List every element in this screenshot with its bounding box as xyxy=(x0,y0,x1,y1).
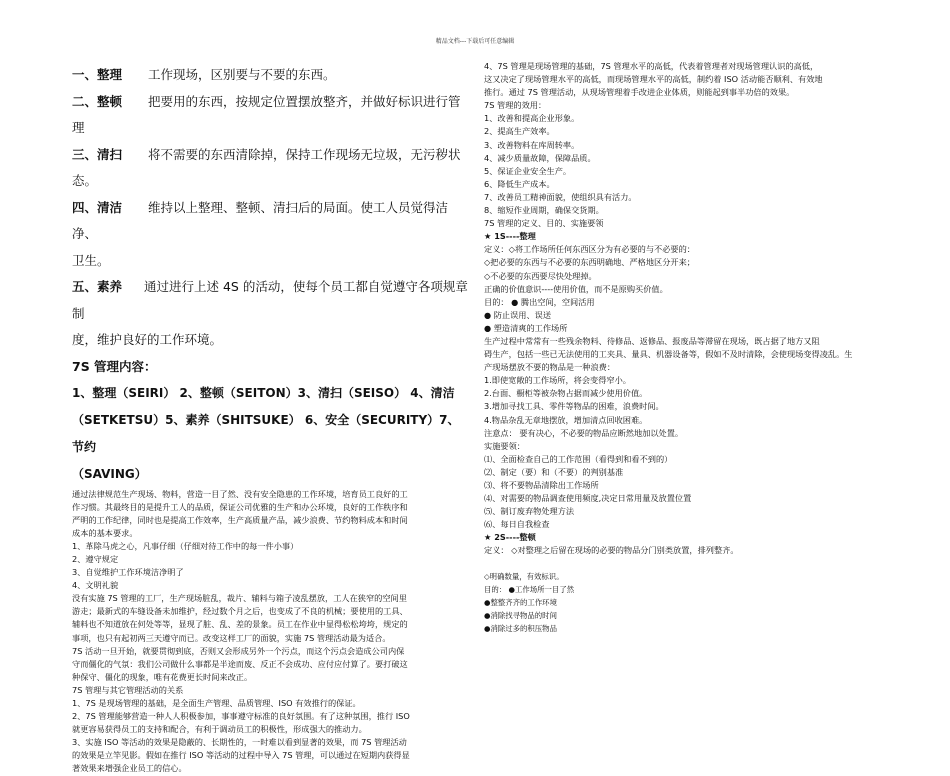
items-line: （SETKETSU）5、素养（SHITSUKE） 6、安全（SECURITY）7、节约 xyxy=(72,412,460,454)
intro-line: 推行。通过 7S 管理活动，从现场管理着手改进企业体质，则能起到事半功倍的效果。 xyxy=(484,87,795,98)
section-1s-title: ★ 1S----整理 xyxy=(484,231,536,242)
s1-list-line: ⑷、对需要的物品调查使用频度,决定日常用量及放置位置 xyxy=(484,493,692,504)
intro-line: 7S 管理的定义、目的、实施要领 xyxy=(484,218,604,229)
body-line: 事项，也只有起初两三天遵守而已。改变这样工厂的面貌，实施 7S 管理活动最为适合。 xyxy=(72,632,391,643)
s1-para-line: 生产过程中常常有一些残余物料、待修品、返修品、报废品等滞留在现场，既占据了地方又阻 xyxy=(484,335,820,346)
right-column xyxy=(484,60,884,636)
intro-line: 7、改善员工精神面貌，使组织具有活力。 xyxy=(484,191,637,202)
body-line: 种保守、僵化的现象，唯有花费更长时间来改正。 xyxy=(72,671,253,682)
intro-line: 1、改善和提高企业形象。 xyxy=(484,113,580,124)
intro-line: 5、保证企业安全生产。 xyxy=(484,165,572,176)
body-line: 2、7S 管理能够营造一种人人积极参加，事事遵守标准的良好氛围。有了这种氛围，推行 ISO xyxy=(72,711,410,722)
items-line: 1、整理（SEIRI） 2、整顿（SEITON）3、清扫（SEISO） 4、清洁 xyxy=(72,385,455,400)
s2-list-line: 目的： ●工作场所一目了然 xyxy=(484,584,575,594)
s2-list-line: ●消除过多的积压物品 xyxy=(484,624,557,634)
intro-line: 4、减少质量故障，保障品质。 xyxy=(484,152,596,163)
s1-list-line: 4.物品杂乱无章地摆放，增加清点回收困难。 xyxy=(484,414,648,425)
term-shitsuke: 五、素养 xyxy=(72,279,123,294)
desc-seiso: 将不需要的东西清除掉，保持工作现场无垃圾，无污秽状态。 xyxy=(72,146,461,188)
s2-definition: 定义： ◇对整理之后留在现场的必要的物品分门别类放置，排列整齐。 xyxy=(484,545,739,556)
s1-list-line: ⑶、将不要物品清除出工作场所 xyxy=(484,480,599,490)
body-line: 守而僵化的气氛：我们公司做什么事都是半途而废、反正不会成功、应付应付算了。要打破这 xyxy=(72,658,408,669)
items-line: （SAVING） xyxy=(72,466,147,481)
s1-list-line: ⑸、制订废弃物处理方法 xyxy=(484,506,575,517)
term-seiso: 三、清扫 xyxy=(72,146,123,162)
body-line: 1、革除马虎之心，凡事仔细（仔细对待工作中的每一件小事） xyxy=(72,540,299,551)
s1-line: 定义：◇将工作场所任何东西区分为有必要的与不必要的： xyxy=(484,244,695,255)
intro-line: 4、7S 管理是现场管理的基础，7S 管理水平的高低，代表着管理者对现场管理认识的高低， xyxy=(484,61,819,71)
s1-line: ● 防止误用、误送 xyxy=(484,309,552,320)
s2-list-line: ◇明确数量，有效标识。 xyxy=(484,571,564,581)
body-line: 作习惯。其最终目的是提升工人的品质，保证公司优雅的生产和办公环境，良好的工作秩序和 xyxy=(72,501,408,512)
body-line: 2、遵守规定 xyxy=(72,553,119,564)
intro-line: 2、提高生产效率。 xyxy=(484,126,555,137)
body-line: 严明的工作纪律，同时也是提高工作效率，生产高质量产品，减少浪费、节约物料成本和时间 xyxy=(72,514,408,525)
desc-seiketsu: 维持以上整理、整顿、清扫后的局面。使工人员觉得洁净、 xyxy=(72,199,449,241)
body-line: 著效果来增强企业员工的信心。 xyxy=(72,763,187,774)
body-line: 没有实施 7S 管理的工厂，生产现场脏乱，裁片、辅料与箱子凌乱摆放，工人在狭窄的空间里 xyxy=(72,593,407,604)
body-line: 3、实施 ISO 等活动的效果是隐蔽的、长期性的，一时难以看到显著的效果，而 7S 管理活动 xyxy=(72,737,407,748)
item-seiton xyxy=(72,89,470,142)
page-header: 精品文档---下载后可任意编辑 xyxy=(435,38,515,45)
s1-list-line: 1.即使宽敞的工作场所，将会变得窄小。 xyxy=(484,375,631,386)
body-line: 7S 管理与其它管理活动的关系 xyxy=(72,684,184,695)
body-line: 成本的基本要求。 xyxy=(72,527,138,538)
body-line: 辅料也不知道放在何处等等，显现了脏、乱、差的景象。员工在作业中显得松松垮垮，规定的 xyxy=(72,619,408,630)
body-line: 3、自觉维护工作环境洁净明了 xyxy=(72,567,184,578)
desc-seiri: 工作现场，区别要与不要的东西。 xyxy=(148,67,336,82)
term-seiton: 二、整顿 xyxy=(72,93,123,109)
spacer xyxy=(484,558,884,570)
left-body xyxy=(72,488,470,776)
intro-line: 8、缩短作业周期，确保交货期。 xyxy=(484,205,604,216)
item-shitsuke xyxy=(72,274,470,327)
s1-list-line: ⑴、全面检查自己的工作范围（看得到和看不到的） xyxy=(484,453,673,464)
body-line: 7S 活动一旦开始，就要贯彻到底，否则又会形成另外一个污点，而这个污点会造成公司内保 xyxy=(72,645,405,656)
desc-seiton: 把要用的东西，按规定位置摆放整齐，并做好标识进行管理 xyxy=(72,93,461,135)
content-title: 7S 管理内容： xyxy=(72,358,157,374)
s2-list-line: ●消除找寻物品的时间 xyxy=(484,611,557,621)
s1-list-line: 实施要领： xyxy=(484,440,525,451)
s1-line: ◇把必要的东西与不必要的东西明确地、严格地区分开来； xyxy=(484,257,695,268)
body-line: 通过法律规范生产现场、物料，营造一目了然、没有安全隐患的工作环境，培育员工良好的工 xyxy=(72,488,408,499)
s1-list-line: 3.增加寻找工具、零件等物品的困难，浪费时间。 xyxy=(484,401,664,412)
term-seiketsu: 四、清洁 xyxy=(72,199,123,215)
s1-list-line: ⑹、每日自我检查 xyxy=(484,519,550,530)
s2-list-line: ●整整齐齐的工作环境 xyxy=(484,597,557,607)
intro-line: 这又决定了现场管理水平的高低，而现场管理水平的高低，制约着 ISO 活动能否顺利、有效地 xyxy=(484,74,823,85)
left-column xyxy=(72,62,470,776)
s1-line: 目的： ● 腾出空间，空间活用 xyxy=(484,296,595,307)
item-seiso xyxy=(72,142,470,195)
body-line: 的效果是立竿见影。假如在推行 ISO 等活动的过程中导入 7S 管理，可以通过在短期内获得显 xyxy=(72,750,410,761)
s1-para-line: 碍生产，包括一些已无法使用的工夹具、量具、机器设备等，假如不及时清除，会使现场变得凌乱。生 xyxy=(484,349,853,360)
s1-list-line: ⑵、制定（要）和（不要）的判别基准 xyxy=(484,466,624,477)
intro-line: 3、改善物料在库周转率。 xyxy=(484,139,580,150)
s1-list-line: 2.台面、橱柜等被杂物占据而减少使用价值。 xyxy=(484,388,648,399)
item-seiketsu-cont: 卫生。 xyxy=(72,252,110,268)
s1-line: ◇不必要的东西要尽快处理掉。 xyxy=(484,270,597,281)
desc-shitsuke: 通过进行上述 4S 的活动，使每个员工都自觉遵守各项规章制 xyxy=(72,279,468,321)
item-seiketsu xyxy=(72,195,470,248)
body-line: 就更容易获得员工的支持和配合，有利于调动员工的积极性，形成强大的推动力。 xyxy=(72,724,367,735)
item-shitsuke-cont: 度，维护良好的工作环境。 xyxy=(72,332,223,347)
intro-line: 7S 管理的效用： xyxy=(484,100,547,111)
section-2s-title: ★ 2S----整顿 xyxy=(484,532,536,543)
s1-list-line: 注意点： 要有决心，不必要的物品应断然地加以处置。 xyxy=(484,427,684,438)
body-line: 游走；最新式的车缝设备未加维护，经过数个月之后，也变成了不良的机械；要使用的工具、 xyxy=(72,606,408,617)
s1-line: ● 塑造清爽的工作场所 xyxy=(484,322,568,333)
body-line: 1、7S 是现场管理的基础，是全面生产管理、品质管理、ISO 有效推行的保证。 xyxy=(72,698,361,708)
s1-line: 正确的价值意识----使用价值，而不是原购买价值。 xyxy=(484,283,668,294)
item-seiri xyxy=(72,62,470,89)
term-seiri: 一、整理 xyxy=(72,67,123,82)
s1-para-line: 产现场摆放不要的物品是一种浪费： xyxy=(484,362,616,373)
intro-line: 6、降低生产成本。 xyxy=(484,178,555,189)
body-line: 4、文明礼貌 xyxy=(72,580,119,591)
